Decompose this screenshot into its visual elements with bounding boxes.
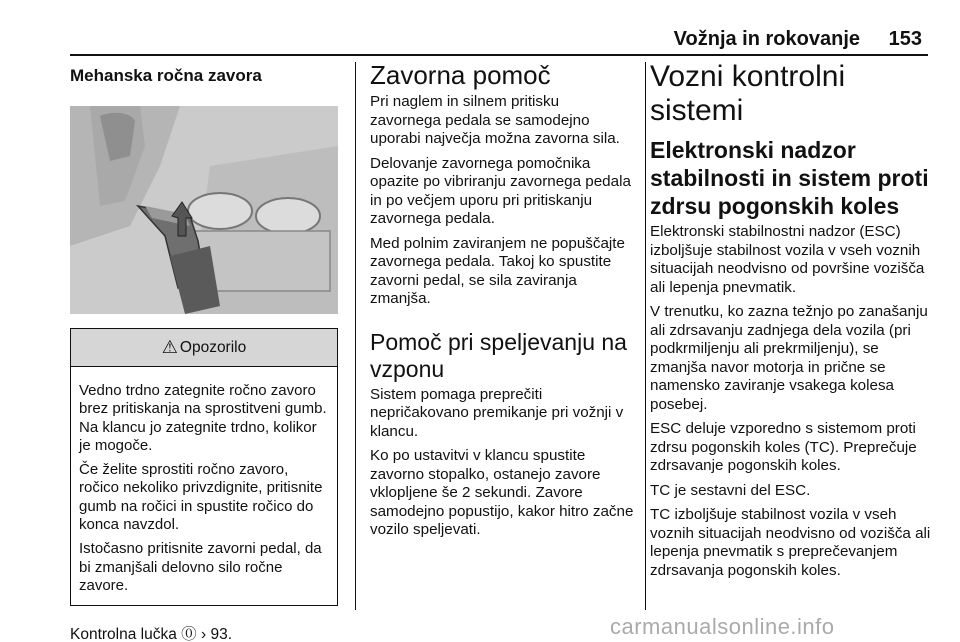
section-heading: Pomoč pri speljevanju na vzponu [370, 328, 627, 382]
body-paragraph: V trenutku, ko zazna težnjo po zanašanju ali zdrsavanju zadnjega dela vozila (pri podkrmiljenju ali prekrmiljenju), se zmanjša navor motorja in prične se namensko zaviranje vsakega kolesa posebej. [650, 303, 928, 413]
cross-reference-label: Kontrolna lučka [70, 626, 177, 642]
warning-triangle-icon: ⚠ [161, 337, 178, 357]
warning-paragraph: Istočasno pritisnite zavorni pedal, da bi zmanjšali delovno silo ročne zavore. [79, 540, 322, 594]
body-paragraph: Elektronski stabilnostni nadzor (ESC) izboljšuje stabilnost vozila v vseh voznih situacijah neodvisno od površine vozišča ali lepenja pnevmatik. [650, 223, 925, 296]
body-paragraph: Sistem pomaga preprečiti nepričakovano premikanje pri vožnji v klancu. [370, 385, 624, 440]
body-paragraph: Med polnim zaviranjem ne popuščajte zavornega pedala. Takoj ko spustite zavorni pedal, se sila zaviranja zmanjša. [370, 234, 625, 307]
warning-body [71, 367, 337, 605]
column-2 [370, 60, 634, 540]
chapter-title: Vožnja in rokovanje [673, 28, 860, 50]
warning-title: Opozorilo [179, 338, 247, 356]
page-header [70, 26, 928, 56]
warning-paragraph: Vedno trdno zategnite ročno zavoro brez pritiskanja na sprostitveni gumb. Na klancu jo zategnite trdno, kolikor je mogoče. [79, 382, 327, 454]
section-heading: Zavorna pomoč [370, 60, 551, 90]
column-divider [355, 62, 356, 610]
body-paragraph: TC izboljšuje stabilnost vozila v vseh voznih situacijah neodvisno od vozišča ali lepenja pnevmatik s preprečevanjem zdrsavanja pogonskih koles. [650, 506, 931, 579]
warning-header [71, 329, 337, 367]
body-paragraph: Ko po ustavitvi v klancu spustite zavorno stopalko, ostanejo zavore vklopljene še 2 sekundi. Zavore samodejno popustijo, kakor hitro začne vozilo speljevati. [370, 447, 634, 538]
cross-reference [70, 622, 342, 642]
brake-light-icon: ⓪ [181, 626, 197, 642]
section-heading: Elektronski nadzor stabilnosti in sistem proti zdrsu pogonskih koles [650, 137, 929, 219]
body-paragraph: Delovanje zavornega pomočnika opazite po vibriranju zavornega pedala in po večjem uporu pri pritiskanju zavornega pedala. [370, 154, 631, 227]
warning-paragraph: Če želite sprostiti ročno zavoro, ročico nekoliko privzdignite, pritisnite gumb na ročici in spustite ročico do konca navzdol. [79, 461, 323, 534]
section-heading: Mehanska ročna zavora [70, 66, 262, 85]
body-paragraph: ESC deluje vzporedno s sistemom proti zdrsu pogonskih koles (TC). Preprečuje zdrsavanje pogonskih koles. [650, 420, 917, 474]
body-paragraph: Pri naglem in silnem pritisku zavornega pedala se samodejno uporabi največja možna zavorna sila. [370, 93, 620, 147]
site-watermark: carmanualsonline.info [610, 614, 835, 639]
body-paragraph: TC je sestavni del ESC. [650, 481, 811, 499]
page-number: 153 [888, 28, 922, 50]
column-3 [650, 60, 932, 580]
column-divider [645, 62, 646, 610]
page-ref-arrow-icon: › [200, 626, 207, 642]
column-1 [70, 60, 342, 642]
chapter-heading: Vozni kontrolni sistemi [650, 60, 846, 127]
page-ref-link[interactable]: 93. [210, 626, 233, 642]
warning-box [70, 328, 338, 606]
handbrake-photo [70, 106, 338, 314]
